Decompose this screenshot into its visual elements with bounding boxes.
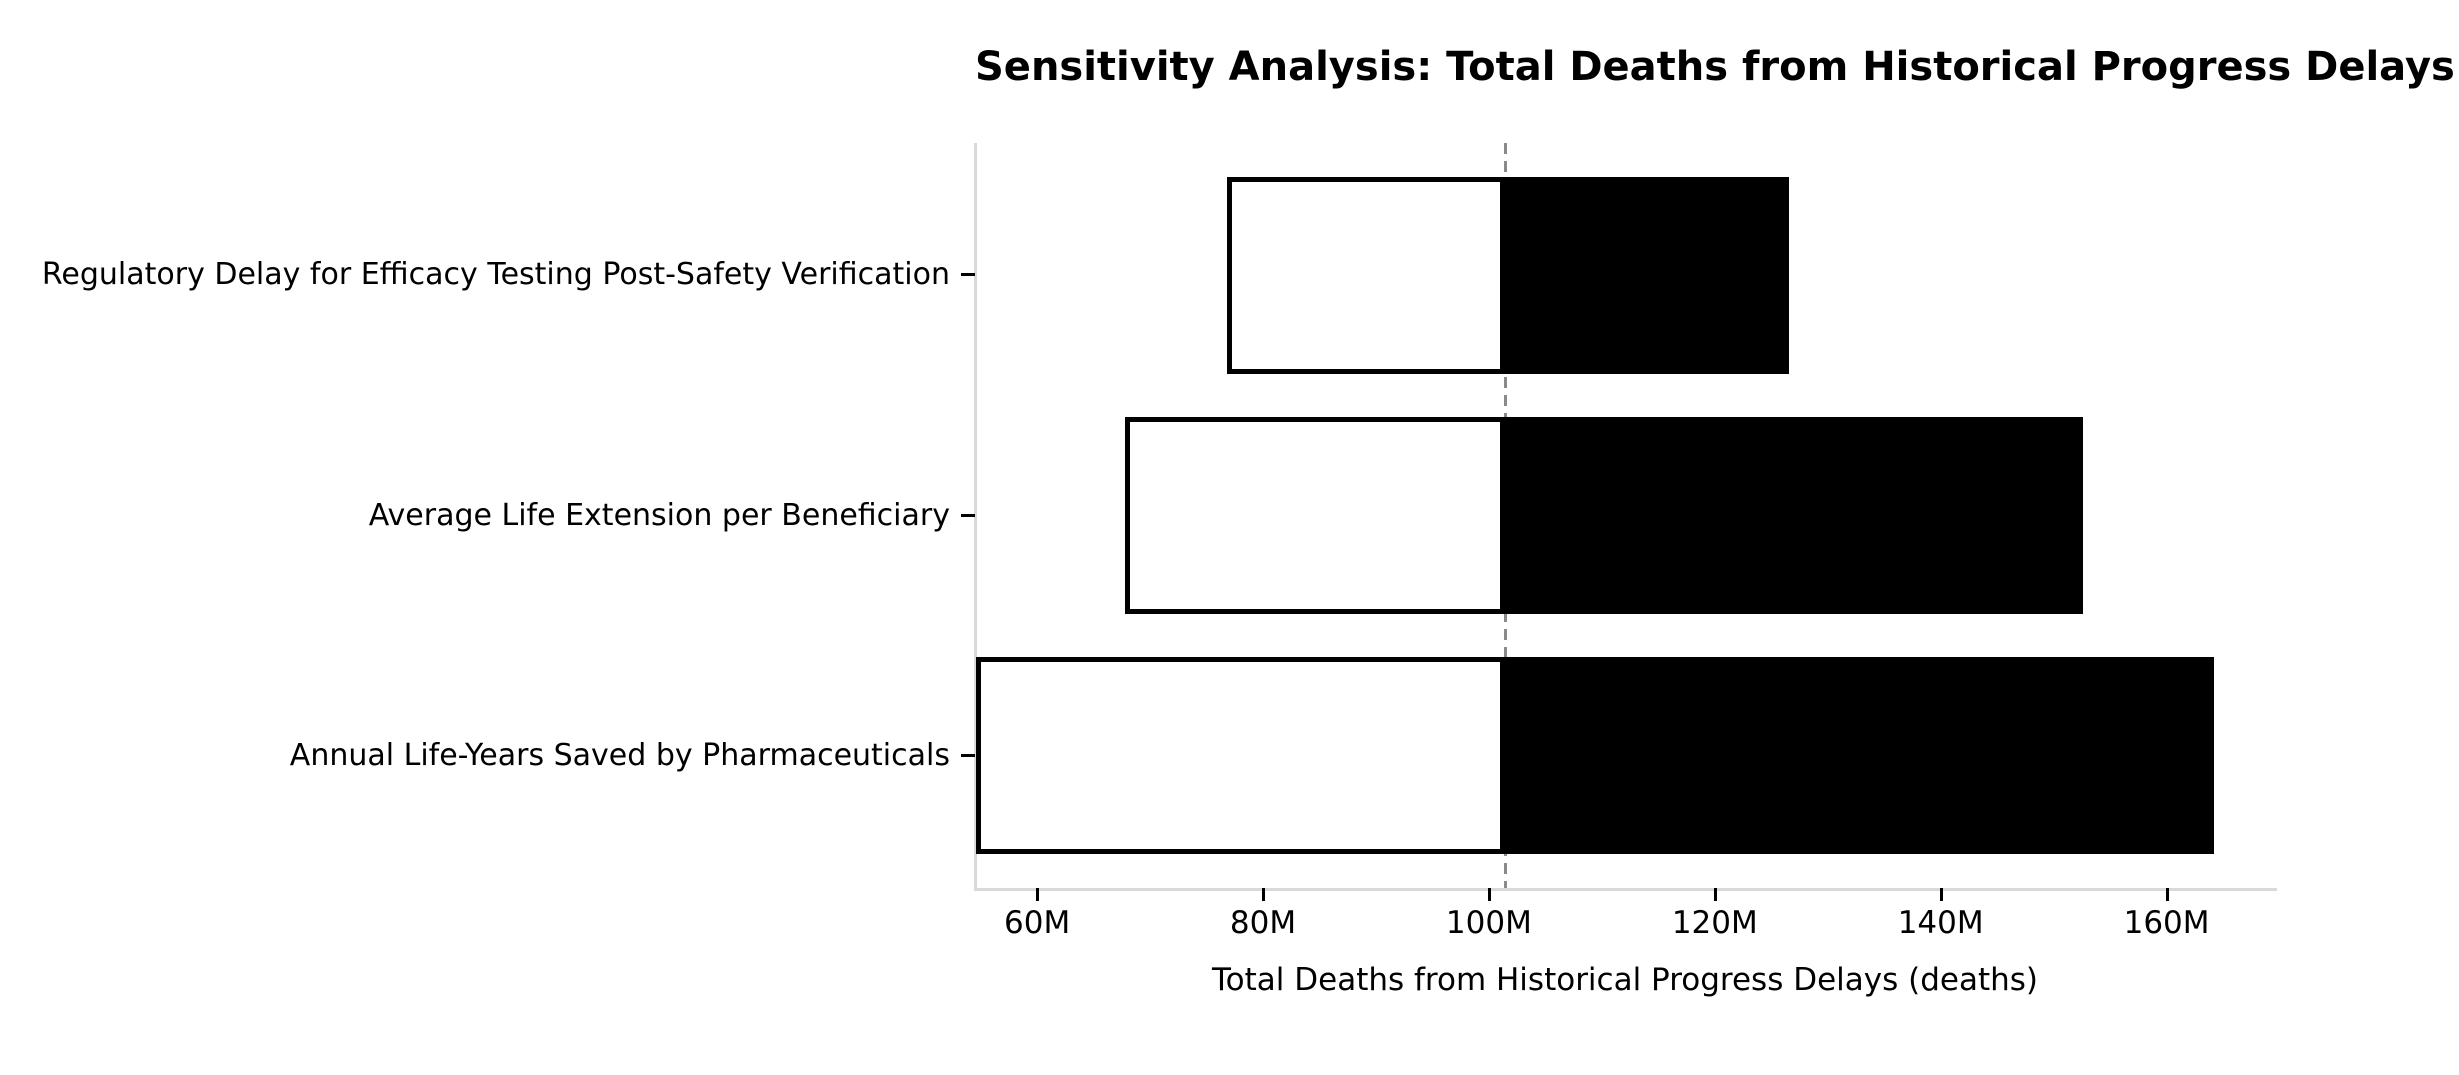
x-tick-mark (1262, 888, 1265, 901)
x-tick-label: 60M (1004, 905, 1071, 941)
x-tick-mark (2166, 888, 2169, 901)
x-tick-mark (1940, 888, 1943, 901)
x-tick-label: 100M (1445, 905, 1532, 941)
bar-high-estimate (1505, 657, 2214, 854)
x-axis-label: Total Deaths from Historical Progress Delays (deaths) (1212, 962, 2038, 998)
bar-low-estimate (976, 657, 1505, 854)
y-tick-mark (961, 273, 975, 276)
bar-low-estimate (1227, 177, 1505, 374)
chart-title: Sensitivity Analysis: Total Deaths from Historical Progress Delays (975, 44, 2455, 90)
x-tick-label: 80M (1229, 905, 1297, 941)
y-tick-label: Average Life Extension per Beneficiary (368, 497, 950, 533)
x-tick-mark (1714, 888, 1717, 901)
y-tick-label: Annual Life-Years Saved by Pharmaceuticals (289, 737, 950, 773)
y-tick-label: Regulatory Delay for Efficacy Testing Post-Safety Verification (41, 257, 950, 293)
bar-low-estimate (1125, 417, 1504, 614)
bar-high-estimate (1505, 177, 1790, 374)
x-axis-spine (974, 888, 2277, 891)
x-tick-label: 120M (1671, 905, 1758, 941)
bar-high-estimate (1505, 417, 2083, 614)
x-tick-label: 160M (2123, 905, 2210, 941)
x-tick-label: 140M (1897, 905, 1984, 941)
y-tick-mark (961, 754, 975, 757)
x-tick-mark (1488, 888, 1491, 901)
x-tick-mark (1036, 888, 1039, 901)
y-tick-mark (961, 514, 975, 517)
